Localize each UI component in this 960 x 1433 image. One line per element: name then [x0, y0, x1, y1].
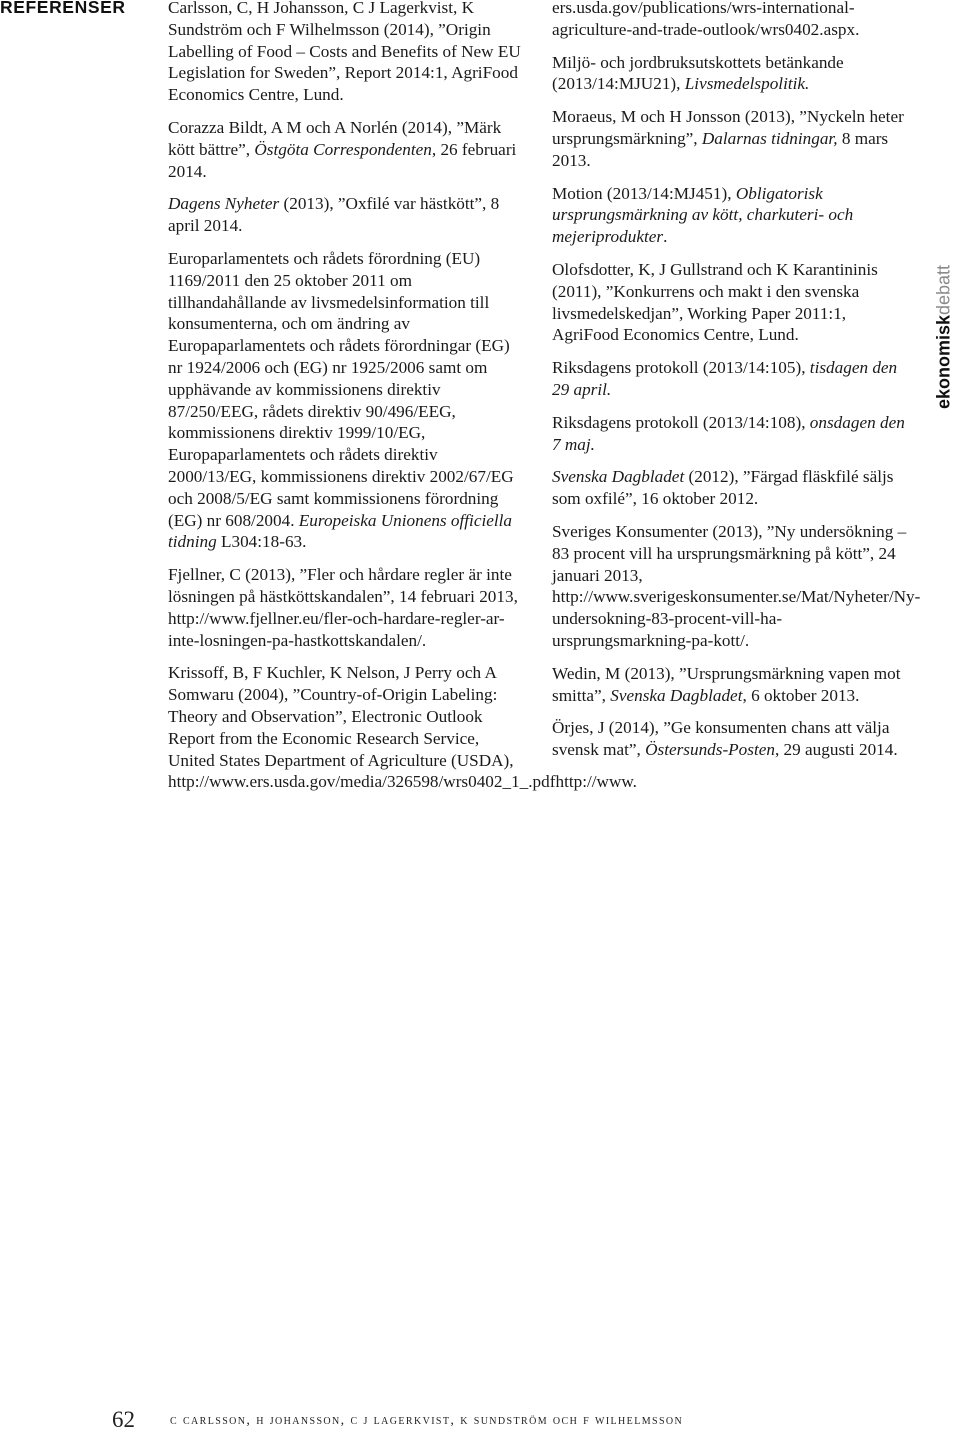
side-label-bold: ekonomisk: [933, 315, 954, 410]
section-title: REFERENSER: [0, 0, 126, 17]
reference-entry: [168, 193, 524, 237]
reference-title-italic: Europeiska Unionens officiella tidning: [168, 510, 513, 552]
footer-authors: c carlsson, h johansson, c j lagerkvist, k sundström och f wilhelmsson: [170, 1413, 684, 1428]
reference-title-italic: Obligatorisk ursprungsmärkning av kött, charkuteri- och mejeriprodukter: [552, 183, 854, 247]
reference-text: Carlsson, C, H Johansson, C J Lagerkvist, K Sundström och F Wilhelmsson (2014), ”Origin Labelling of Food – Costs and Benefits of New EU Legislation for Sweden”, Report 2014:1, AgriFood Economics Centre, Lund.: [168, 0, 521, 105]
reference-text: Olofsdotter, K, J Gullstrand och K Karantininis (2011), ”Konkurrens och makt i den svenska livsmedelskedjan”, Working Paper 2011:1, AgriFood Economics Centre, Lund.: [552, 259, 878, 345]
reference-entry: [552, 106, 908, 171]
reference-entry: [552, 521, 921, 652]
reference-text: (2012), ”Färgad fläskfilé säljs som oxfilé”, 16 oktober 2012.: [552, 467, 894, 509]
reference-text: , 6 oktober 2013.: [742, 685, 860, 705]
reference-title-italic: Dalarnas tidningar,: [701, 128, 838, 148]
reference-text: ers.usda.gov/publications/wrs-international-agriculture-and-trade-outlook/wrs0402.aspx.: [552, 0, 860, 39]
reference-entry: [168, 117, 524, 182]
reference-text: Krissoff, B, F Kuchler, K Nelson, J Perry och A Somwaru (2004), ”Country-of-Origin Labeling: Theory and Observation”, Electronic Outlook Report from the Economic Research Service, United States Department of Agriculture (USDA), http://www.ers.usda.gov/media/326598/wrs0402_1_.pdfhttp://www.: [168, 663, 637, 792]
reference-title-italic: Dagens Nyheter: [168, 194, 280, 214]
reference-text: Sveriges Konsumenter (2013), ”Ny undersökning – 83 procent vill ha ursprungsmärkning på kött”, 24 januari 2013, http://www.sverigeskonsumenter.se/Mat/Nyheter/Ny-undersokning-83-procent-vill-ha-ursprungsmarkning-pa-kott/.: [552, 521, 921, 650]
reference-title-italic: Svenska Dagbladet: [552, 467, 685, 487]
reference-text: Motion (2013/14:MJ451),: [552, 183, 736, 203]
journal-side-label: [929, 247, 959, 427]
reference-text: .: [663, 227, 668, 247]
reference-title-italic: Östersunds-Posten: [645, 740, 775, 760]
reference-entry: [552, 663, 908, 707]
reference-entry: [552, 183, 908, 248]
reference-text: 8 mars 2013.: [552, 128, 889, 170]
reference-title-italic: Östgöta Correspondenten: [254, 139, 432, 159]
reference-text: Riksdagens protokoll (2013/14:105),: [552, 358, 810, 378]
reference-title-italic: Svenska Dagbladet: [610, 685, 743, 705]
reference-entry: [552, 259, 908, 346]
reference-entry: [168, 662, 637, 793]
reference-entry: [168, 564, 524, 651]
reference-entry: [552, 412, 908, 456]
reference-text: Miljö- och jordbruksutskottets betänkande (2013/14:MJU21),: [552, 52, 844, 94]
reference-title-italic: tisdagen den 29 april.: [552, 358, 898, 399]
reference-entry: [552, 0, 908, 41]
reference-entry: [552, 466, 908, 510]
reference-text: Corazza Bildt, A M och A Norlén (2014), ”Märk kött bättre”,: [168, 117, 502, 159]
reference-text: , 29 augusti 2014.: [774, 740, 898, 760]
reference-title-italic: onsdagen den 7 maj.: [552, 412, 905, 454]
side-label-light: debatt: [933, 264, 954, 315]
reference-entry: [552, 357, 908, 401]
reference-text: Moraeus, M och H Jonsson (2013), ”Nyckeln heter ursprungsmärkning”,: [552, 107, 904, 148]
references-right-column: [552, 0, 921, 772]
reference-text: Wedin, M (2013), ”Ursprungsmärkning vapen mot smitta”,: [552, 663, 901, 705]
reference-text: L304:18-63.: [216, 532, 307, 552]
reference-entry: [168, 248, 524, 553]
reference-text: Örjes, J (2014), ”Ge konsumenten chans att välja svensk mat”,: [552, 718, 890, 760]
reference-text: (2013), ”Oxfilé var hästkött”, 8 april 2014.: [168, 194, 500, 236]
reference-text: , 26 februari 2014.: [168, 139, 517, 181]
reference-text: Fjellner, C (2013), ”Fler och hårdare regler är inte lösningen på hästköttskandalen”, 14 februari 2013, http://www.fjellner.eu/fler-och-hardare-regler-ar-inte-losningen-pa-hastkottskandalen/.: [168, 565, 518, 650]
reference-entry: [552, 717, 908, 761]
reference-text: Europarlamentets och rådets förordning (EU) 1169/2011 den 25 oktober 2011 om tillhandahållande av livsmedelsinformation till konsumenterna, och om ändring av Europaparlamentets och rådets förordningar (EG) nr 1924/2006 och (EG) nr 1925/2006 samt om upphävande av kommissionens direktiv 87/250/EEG, rådets direktiv 90/496/EEG, kommissionens direktiv 1999/10/EG, Europaparlamentets och rådets direktiv 2000/13/EG, kommissionens direktiv 2002/67/EG och 2008/5/EG samt kommissionens förordning (EG) nr 608/2004.: [168, 248, 514, 530]
reference-entry: [168, 0, 524, 106]
page-number: 62: [112, 1407, 135, 1432]
reference-text: Riksdagens protokoll (2013/14:108),: [552, 412, 810, 432]
reference-title-italic: Livsmedelspolitik.: [684, 74, 810, 94]
reference-entry: [552, 52, 908, 96]
